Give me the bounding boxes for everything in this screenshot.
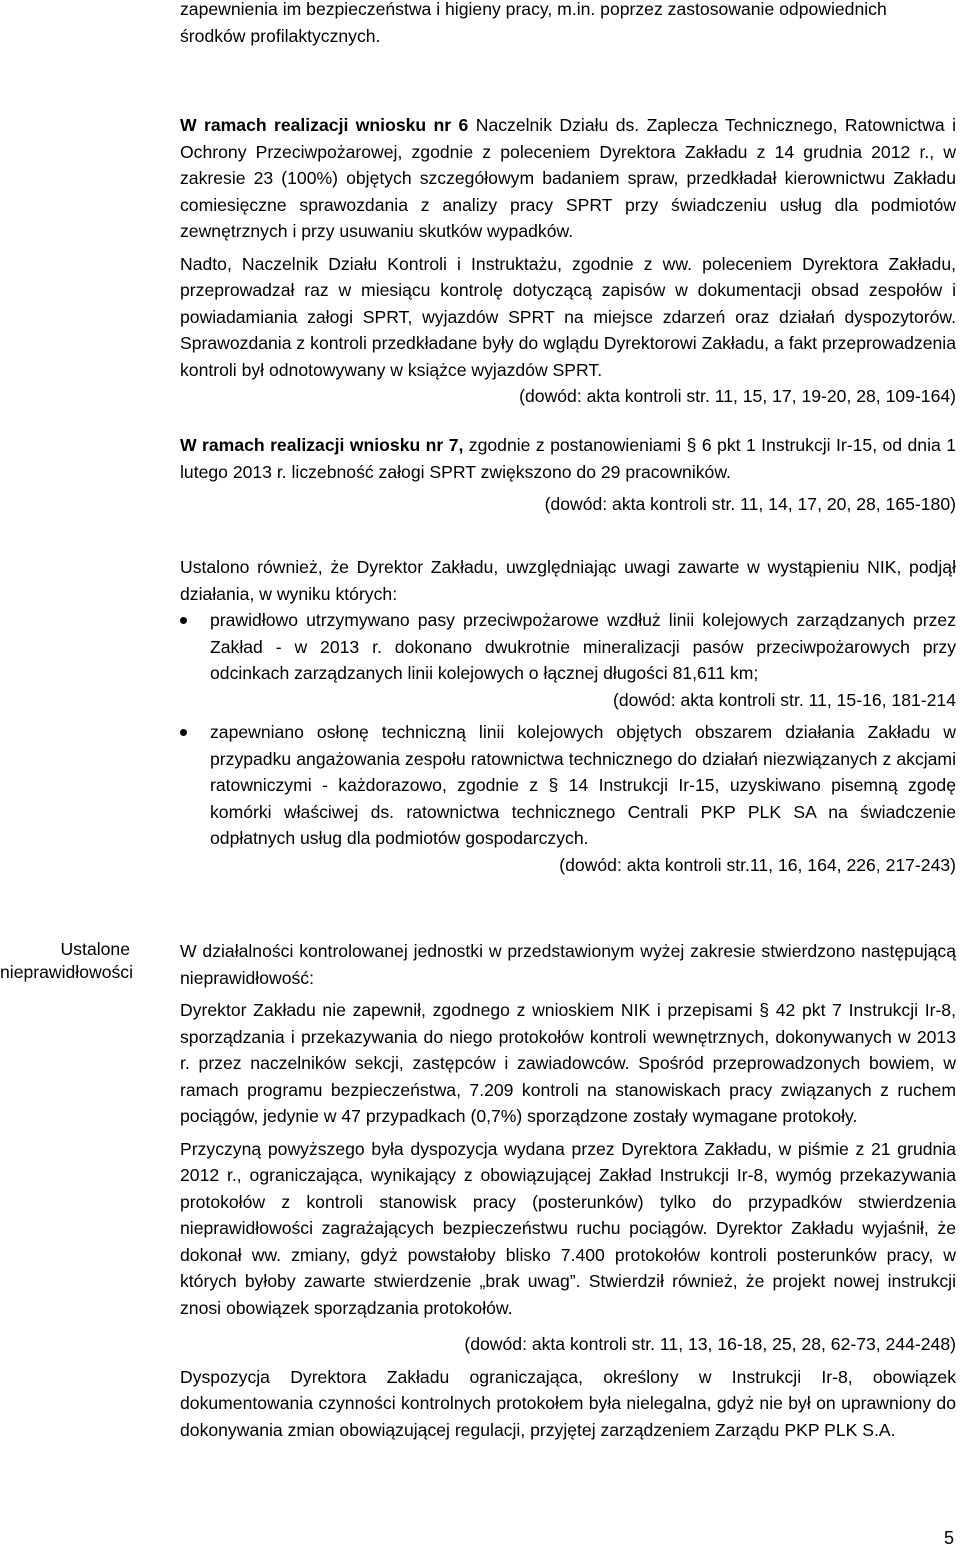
bullet-icon xyxy=(180,729,187,736)
nieprawidlowosci-citation: (dowód: akta kontroli str. 11, 13, 16-18, 25, 28, 62-73, 244-248) xyxy=(464,1334,956,1354)
bullet-text: prawidłowo utrzymywano pasy przeciwpożarowe wzdłuż linii kolejowych zarządzanych przez Zakład - w 2013 r. dokonano dwukrotnie mineralizacji pasów przeciwpożarowych przy odcinkach zarządzanych linii kolejowych o łącznej długości 81,611 km; xyxy=(210,610,956,683)
nieprawidlowosci-paragraph-2: Dyrektor Zakładu nie zapewnił, zgodnego z wnioskiem NIK i przepisami § 42 pkt 7 Instrukcji Ir-8, sporządzania i przekazywania do niego protokołów kontroli wewnętrznych, dokonywanych w 2013 r. przez naczelników sekcji, zastępców i zawiadowców. Spośród przeprowadzonych bowiem, w ramach programu bezpieczeństwa, 7.209 kontroli na stanowiskach pracy związanych z ruchem pociągów, jedynie w 47 przypadkach (0,7%) sporządzone zostały wymagane protokoły. xyxy=(180,1000,956,1126)
wniosek-7-section xyxy=(180,432,956,518)
ustalono-section xyxy=(180,554,956,878)
page-number: 5 xyxy=(943,1528,954,1548)
nieprawidlowosci-paragraph-3: Przyczyną powyższego była dyspozycja wydana przez Dyrektora Zakładu, w piśmie z 21 grudnia 2012 r., ograniczająca, wynikający z obowiązującej Zakład Instrukcji Ir-8, wymóg przekazywania protokołów z kontroli stanowisk pracy (posterunków) tylko do przypadków stwierdzenia nieprawidłowości zagrażających bezpieczeństwu ruchu pociągów. Dyrektor Zakładu wyjaśnił, że dokonał ww. zmiany, gdyż powstałoby blisko 7.400 protokołów kontroli posterunków pracy, w których byłoby zawarte stwierdzenie „brak uwag”. Stwierdził również, że projekt nowej instrukcji znosi obowiązek sporządzania protokołów. xyxy=(180,1138,956,1318)
wniosek-6-section xyxy=(180,112,956,410)
wniosek-6-paragraph-2: Nadto, Naczelnik Działu Kontroli i Instruktażu, zgodnie z ww. poleceniem Dyrektora Zakładu, przeprowadzał raz w miesiącu kontrolę dotyczącą zapisów w dokumentacji obsad zespołów i powiadamiania załogi SPRT, wyjazdów SPRT na miejsce zdarzeń oraz działań dyspozytorów. Sprawozdania z kontroli przedkładane były do wglądu Dyrektorowi Zakładu, a fakt przeprowadzenia kontroli był odnotowywany w książce wyjazdów SPRT. xyxy=(180,253,956,380)
wniosek-7-citation: (dowód: akta kontroli str. 11, 14, 17, 20, 28, 165-180) xyxy=(544,494,956,514)
ustalono-bullet-list xyxy=(180,607,956,878)
continuation-line-1: zapewnienia im bezpieczeństwa i higieny pracy, m.in. poprzez zastosowanie odpowiednich xyxy=(180,0,887,19)
list-item xyxy=(180,719,956,878)
nieprawidlowosci-paragraph-1: W działalności kontrolowanej jednostki w przedstawionym wyżej zakresie stwierdzono następującą nieprawidłowość: xyxy=(180,941,956,988)
top-continuation xyxy=(180,0,956,49)
wniosek-7-lead: W ramach realizacji wniosku nr 7, xyxy=(180,435,464,455)
bullet-text: zapewniano osłonę techniczną linii kolejowych objętych obszarem działania Zakładu w przypadku angażowania zespołu ratownictwa technicznego do działań niezwiązanych z akcjami ratowniczymi - każdorazowo, zgodnie z § 14 Instrukcji Ir-15, uzyskiwano pisemną zgodę komórki właściwej ds. ratownictwa technicznego Centrali PKP PLK SA na świadczenie odpłatnych usług dla podmiotów gospodarczych. xyxy=(210,722,956,848)
side-label xyxy=(0,938,133,984)
nieprawidlowosci-section xyxy=(180,938,956,1443)
ustalono-intro: Ustalono również, że Dyrektor Zakładu, uwzględniając uwagi zawarte w wystąpieniu NIK, podjął działania, w wyniku których: xyxy=(180,557,956,604)
side-label-line-2: nieprawidłowości xyxy=(0,962,133,982)
bullet-citation: (dowód: akta kontroli str.11, 16, 164, 226, 217-243) xyxy=(559,854,956,875)
continuation-line-2: środków profilaktycznych. xyxy=(180,25,381,46)
wniosek-7-paragraph xyxy=(180,432,956,485)
wniosek-6-citation: (dowód: akta kontroli str. 11, 15, 17, 19-20, 28, 109-164) xyxy=(519,386,956,406)
bullet-citation: (dowód: akta kontroli str. 11, 15-16, 181-214 xyxy=(613,689,956,710)
wniosek-6-lead: W ramach realizacji wniosku nr 6 xyxy=(180,115,469,135)
list-item xyxy=(180,607,956,713)
wniosek-6-text: Naczelnik Działu ds. Zaplecza Technicznego, Ratownictwa i Ochrony Przeciwpożarowej, zgodnie z poleceniem Dyrektora Zakładu z 14 grudnia 2012 r., w zakresie 23 (100%) objętych szczegółowym badaniem spraw, przedkładał kierownictwu Zakładu comiesięczne sprawozdania z analizy pracy SPRT przy świadczeniu usług dla podmiotów zewnętrznych i przy usuwaniu skutków wypadków. xyxy=(180,115,956,241)
nieprawidlowosci-paragraph-4: Dyspozycja Dyrektora Zakładu ograniczająca, określony w Instrukcji Ir-8, obowiązek dokumentowania czynności kontrolnych protokołem była nielegalna, gdyż nie był on uprawniony do dokonywania zmian obowiązującej regulacji, przyjętej zarządzeniem Zarządu PKP PLK S.A. xyxy=(180,1366,956,1440)
wniosek-7-text: zgodnie z postanowieniami § 6 pkt 1 Instrukcji Ir-15, od dnia 1 lutego 2013 r. liczebność załogi SPRT zwiększono do 29 pracowników. xyxy=(180,435,957,482)
wniosek-6-paragraph xyxy=(180,112,956,245)
side-label-line-1: Ustalone xyxy=(60,939,130,959)
bullet-icon xyxy=(180,617,187,624)
